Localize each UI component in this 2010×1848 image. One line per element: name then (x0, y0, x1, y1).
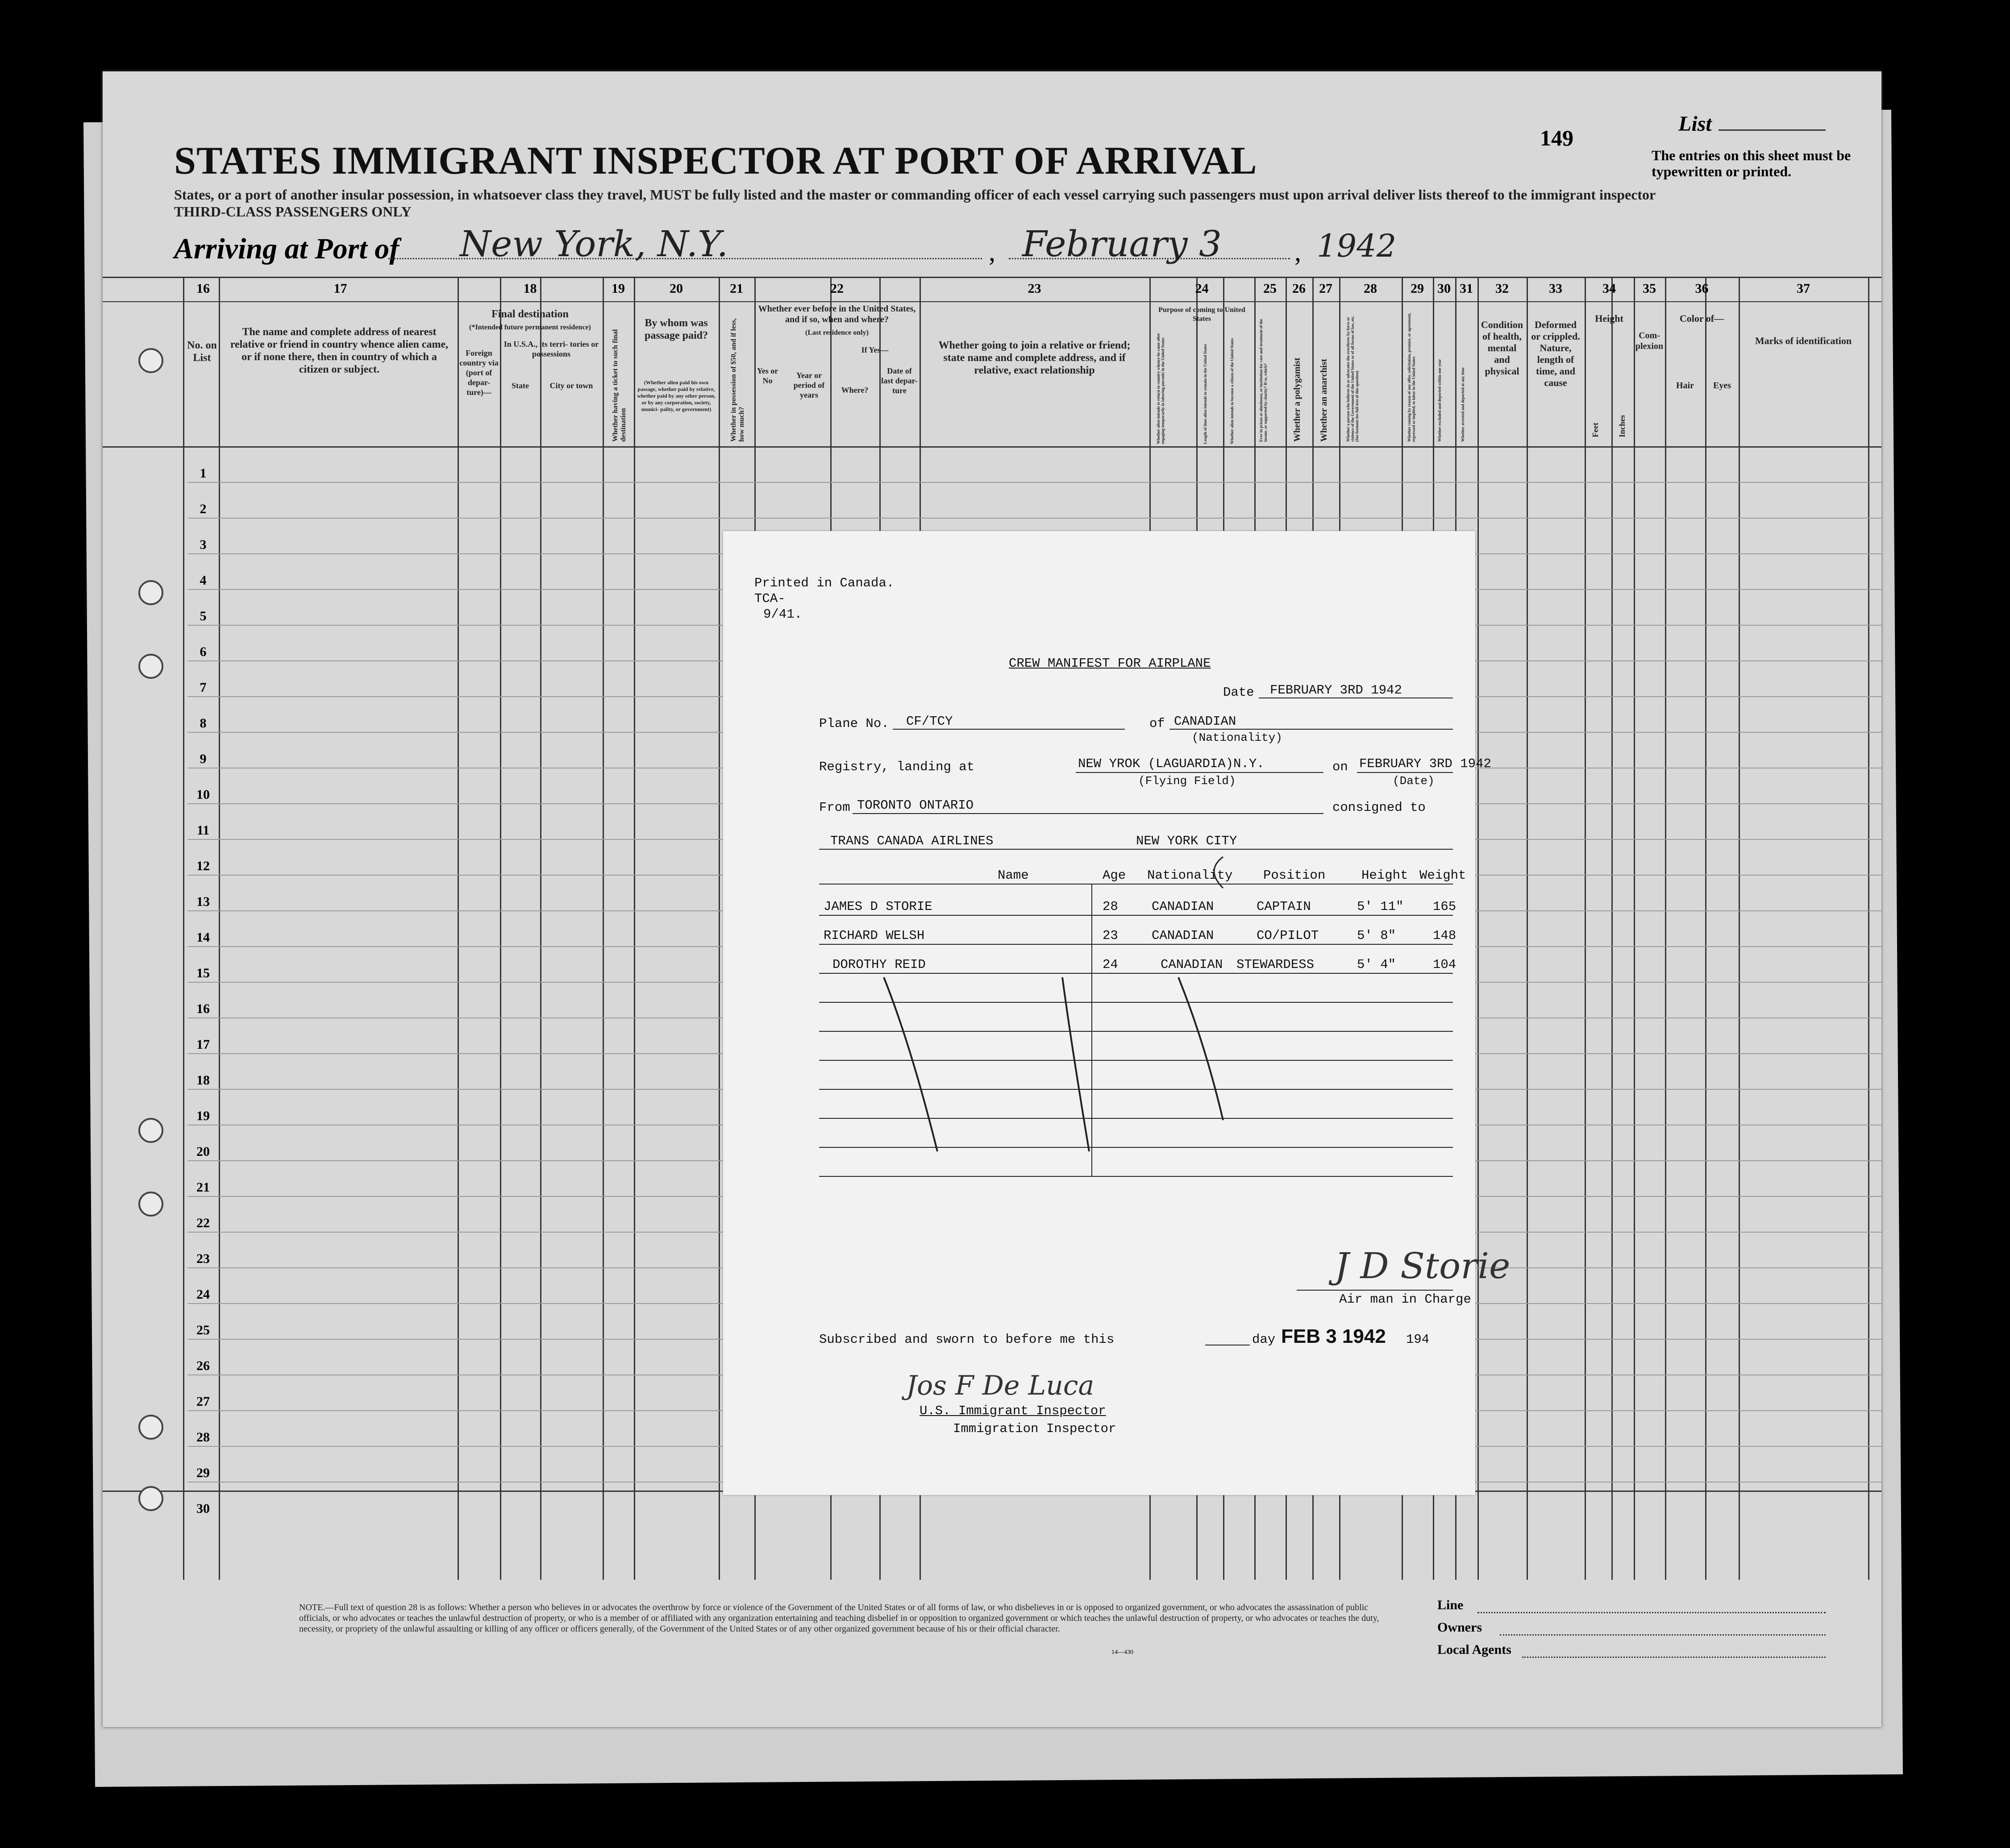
header-final-destination: Final destination (491, 308, 569, 320)
flying-field-caption: (Flying Field) (1138, 774, 1236, 788)
row-number: 19 (196, 1109, 210, 1123)
manifest-title: CREW MANIFEST FOR AIRPLANE (1009, 656, 1211, 671)
col-divider (719, 277, 720, 1580)
row-rule (187, 482, 1881, 483)
row-number: 25 (196, 1323, 210, 1337)
crew-header-position: Position (1263, 868, 1326, 883)
consignee-name: TRANS CANADA AIRLINES (830, 834, 994, 848)
day-underline (1205, 1345, 1250, 1346)
col-divider (458, 277, 459, 1580)
registry-field: NEW YROK (LAGUARDIA)N.Y. (1078, 756, 1265, 771)
column-number: 31 (1460, 281, 1473, 296)
binder-hole (138, 580, 163, 605)
row-number: 12 (196, 859, 210, 873)
header-purpose-return: Whether alien intends to return to country whence he came after engaging temporarily in laboring pursuits in the United States (1156, 333, 1165, 444)
column-number-rule (103, 301, 1881, 302)
column-number: 23 (1028, 281, 1041, 296)
crew-header-nationality: Nationality (1147, 868, 1233, 883)
crew-name: DOROTHY REID (832, 957, 926, 972)
crew-header-height: Height (1361, 868, 1408, 883)
header-ticket: Whether having a ticket to such final destination (612, 329, 627, 442)
arrival-date-value: February 3 (1022, 223, 1222, 265)
header-nearest-relative: The name and complete address of nearest relative or friend in country whence alien came, or if none there, then in country of which a citizen or subject. (230, 326, 449, 375)
port-value: New York, N.Y. (460, 223, 728, 265)
header-excluded: Whether excluded and deported within one year (1437, 359, 1442, 442)
header-hair: Hair (1676, 381, 1694, 390)
on-label: on (1332, 760, 1348, 774)
col-divider (540, 277, 541, 1580)
table-top-rule (103, 277, 1881, 278)
row-number: 22 (196, 1216, 210, 1230)
crew-header-name: Name (998, 868, 1029, 883)
subscribed-text: Subscribed and sworn to before me this (819, 1332, 1115, 1347)
crew-header-weight: Weight (1419, 868, 1466, 883)
row-number: 8 (200, 716, 207, 731)
header-no-on-list: No. on List (187, 340, 217, 364)
header-where: Where? (841, 386, 869, 395)
row-number: 18 (196, 1073, 210, 1088)
day-label: day (1252, 1332, 1276, 1347)
form-code: TCA- (754, 591, 786, 606)
page-number: 149 (1540, 125, 1573, 150)
date-stamp: FEB 3 1942 (1281, 1325, 1386, 1347)
row-number: 16 (196, 1001, 210, 1016)
arrival-year-value: 1942 (1317, 228, 1397, 264)
manifest-form-sheet (103, 71, 1881, 1727)
row-number: 4 (200, 573, 207, 588)
agents-label: Local Agents (1437, 1642, 1511, 1657)
crew-name: JAMES D STORIE (824, 899, 932, 914)
header-health: Condition of health, mental and physical (1481, 319, 1523, 377)
crew-position: CAPTAIN (1257, 899, 1311, 914)
column-number: 24 (1195, 281, 1209, 296)
footnote: NOTE.—Full text of question 28 is as follows: Whether a person who believes in or advocates the overthrow by force or violence of the Government of the United States or of all forms of law, or who disbelieves in or is opposed to organized government, or who advocates the assassination of public officials, or who advocates or teaches the unlawful destruction of property, or who is a member of or affiliated with any organization entertaining and teaching disbelief in or opposition to organized government or which teaches the unlawful destruction of property, or who advocates or teaches the duty, necessity, or propriety of the unlawful assaulting or killing of any officer or officers generally, of the Government of the United States or of any other organized government because of his or their official character. (299, 1603, 1379, 1634)
date-caption: (Date) (1393, 774, 1435, 788)
line-label: Line (1437, 1598, 1464, 1612)
column-number: 30 (1437, 281, 1451, 296)
col-divider (219, 277, 220, 1580)
column-number: 16 (196, 281, 210, 296)
col-divider (1585, 277, 1586, 1580)
form-code: 14—430 (1111, 1649, 1133, 1656)
crew-age: 23 (1103, 928, 1118, 943)
crew-weight: 165 (1433, 899, 1457, 914)
header-date-departure: Date of last depar- ture (881, 366, 918, 395)
registry-date: FEBRUARY 3RD 1942 (1359, 756, 1491, 771)
header-affiliated: Whether coming by reason of any offer, solicitation, promise, or agreement, expressed or implied, to labor in the United States (1407, 313, 1416, 442)
binder-hole (138, 1118, 163, 1143)
header-last-residence: (Last residence only) (805, 329, 869, 336)
column-number: 34 (1602, 281, 1616, 296)
header-year-period: Year or period of years (793, 371, 825, 399)
row-number: 11 (196, 823, 210, 838)
binder-hole (138, 1415, 163, 1440)
row-number: 27 (196, 1394, 210, 1409)
list-field-line (1719, 129, 1826, 131)
airman-signature: J D Storie (1335, 1245, 1511, 1287)
header-join-relative: Whether going to join a relative or friend; state name and complete address, and if relative, exact relationship (938, 340, 1131, 376)
row-number: 29 (196, 1466, 210, 1480)
col-divider (1705, 277, 1706, 1580)
airman-caption: Air man in Charge (1339, 1292, 1471, 1307)
column-number: 33 (1549, 281, 1562, 296)
column-number: 20 (670, 281, 683, 296)
consignee-city: NEW YORK CITY (1136, 834, 1237, 848)
col-divider (1868, 277, 1869, 1580)
header-foreign-country: Foreign country via (port of depar- ture)— (459, 349, 499, 397)
header-city-or-town: City or town (549, 381, 593, 390)
header-purpose-length: Length of time alien intends to remain in the United States (1203, 344, 1207, 444)
crew-nationality: CANADIAN (1152, 928, 1214, 943)
year-suffix: 194 (1406, 1332, 1430, 1347)
agents-field-line (1522, 1657, 1826, 1658)
crew-position: STEWARDESS (1236, 957, 1315, 972)
crew-manifest-card (723, 531, 1511, 1495)
col-divider (1739, 277, 1740, 1580)
printed-in-note: Printed in Canada. (754, 576, 895, 590)
date-label: Date (1223, 685, 1254, 700)
row-number: 6 (200, 644, 207, 659)
column-number: 25 (1263, 281, 1277, 296)
column-number: 28 (1364, 281, 1377, 296)
col-divider (183, 277, 184, 1580)
column-number: 18 (523, 281, 537, 296)
header-polygamist: Whether a polygamist (1292, 357, 1302, 442)
consigned-label: consigned to (1332, 800, 1426, 815)
col-divider (1527, 277, 1528, 1580)
column-number: 22 (830, 281, 844, 296)
row-number: 23 (196, 1251, 210, 1266)
inspector-signature: Jos F De Luca (906, 1370, 1094, 1401)
inspector-caption: Immigration Inspector (953, 1421, 1116, 1436)
row-number: 14 (196, 930, 210, 945)
row-number: 3 (200, 537, 207, 552)
departure-city: TORONTO ONTARIO (857, 798, 974, 813)
column-number: 17 (333, 281, 347, 296)
header-in-usa: In U.S.A., its terri- tories or possessions (504, 340, 599, 358)
crew-age: 28 (1103, 899, 1118, 914)
manifest-date: FEBRUARY 3RD 1942 (1270, 683, 1402, 698)
column-number: 36 (1695, 281, 1709, 296)
header-anarchist: Whether an anarchist (1319, 359, 1329, 442)
col-divider (1611, 277, 1613, 1580)
header-bottom-rule (103, 446, 1881, 448)
crew-height: 5' 8" (1357, 928, 1396, 943)
header-color-of: Color of— (1679, 313, 1724, 324)
separator: , (989, 237, 995, 266)
ditto-strokes (723, 531, 1475, 1495)
column-number: 19 (612, 281, 625, 296)
binder-hole (138, 654, 163, 679)
crew-height: 5' 4" (1357, 957, 1396, 972)
crew-name: RICHARD WELSH (824, 928, 925, 943)
header-eyes: Eyes (1713, 381, 1731, 390)
crew-nationality: CANADIAN (1152, 899, 1214, 914)
arriving-label: Arriving at Port of (174, 233, 400, 265)
header-marks: Marks of identification (1755, 335, 1852, 346)
class-note: THIRD-CLASS PASSENGERS ONLY (174, 203, 412, 220)
inspector-stamp: U.S. Immigrant Inspector (920, 1404, 1106, 1418)
airman-signature-line (1297, 1290, 1453, 1291)
header-purpose-citizen: Whether alien intends to become a citizen of the United States (1230, 338, 1234, 444)
col-divider (634, 277, 635, 1580)
plane-label: Plane No. (819, 716, 889, 731)
header-purpose: Purpose of coming to United States (1158, 306, 1245, 323)
header-complexion: Com- plexion (1635, 331, 1664, 351)
row-rule (187, 518, 1881, 519)
form-date: 9/41. (763, 607, 803, 622)
col-divider (603, 277, 604, 1580)
col-divider (1477, 277, 1479, 1580)
row-number: 10 (196, 787, 210, 802)
header-ever-before: Whether ever before in the United States, and if so, when and where? (758, 304, 916, 324)
row-number: 1 (200, 466, 207, 481)
header-prison: Ever in prison or almshouse, or institution for care and treatment of the insane, or supported by charity? If so, which? (1259, 319, 1268, 442)
binder-hole (138, 1486, 163, 1511)
row-number: 7 (200, 680, 207, 695)
header-if-yes: If Yes— (861, 345, 889, 354)
registry-label: Registry, landing at (819, 760, 975, 774)
binder-hole (138, 348, 163, 373)
header-state: State (512, 381, 529, 390)
header-inches: Inches (1618, 415, 1627, 437)
header-feet: Feet (1591, 423, 1600, 437)
of-label: of (1149, 716, 1165, 731)
col-divider (1634, 277, 1635, 1580)
form-title: STATES IMMIGRANT INSPECTOR AT PORT OF ARRIVAL (174, 139, 1257, 183)
header-height: Height (1595, 313, 1623, 324)
separator: , (1294, 237, 1301, 266)
column-number: 26 (1292, 281, 1306, 296)
column-number: 29 (1411, 281, 1424, 296)
row-number: 17 (196, 1037, 210, 1052)
crew-weight: 104 (1433, 957, 1457, 972)
header-passage-paid: By whom was passage paid? (644, 317, 708, 341)
crew-nationality: CANADIAN (1161, 957, 1223, 972)
crew-weight: 148 (1433, 928, 1457, 943)
row-number: 2 (200, 502, 207, 516)
owners-label: Owners (1437, 1620, 1482, 1635)
header-believes: Whether a person who believes in or advocates the overthrow by force or violence of the Government of the United States or of all forms of law, etc. (See footnote for full text of this question) (1346, 316, 1359, 442)
entries-note: The entries on this sheet must be typewritten or printed. (1652, 147, 1851, 179)
row-number: 26 (196, 1358, 210, 1373)
header-intended-residence: (*Intended future permanent residence) (469, 324, 591, 331)
list-label: List (1678, 112, 1712, 136)
binder-hole (138, 1192, 163, 1217)
row-number: 30 (196, 1501, 210, 1516)
row-number: 24 (196, 1287, 210, 1302)
from-label: From (819, 800, 850, 815)
col-divider (1665, 277, 1666, 1580)
header-deported: Whether arrested and deported at any time (1461, 367, 1465, 442)
row-number: 13 (196, 894, 210, 909)
nationality-caption: (Nationality) (1192, 731, 1282, 744)
form-subtitle: States, or a port of another insular possession, in whatsoever class they travel, MUST be fully listed and the master or commanding officer of each vessel carrying such passengers must upon arrival deliver lists thereof to the immigrant inspector (174, 187, 1656, 203)
row-number: 9 (200, 752, 207, 766)
header-fifty-dollars: Whether in possession of $50, and if less, how much? (730, 318, 745, 442)
line-field-line (1477, 1612, 1826, 1613)
plane-nationality: CANADIAN (1174, 714, 1236, 729)
column-number: 27 (1319, 281, 1332, 296)
column-number: 35 (1643, 281, 1656, 296)
column-number: 37 (1797, 281, 1810, 296)
crew-position: CO/PILOT (1257, 928, 1319, 943)
header-passage-note: (Whether alien paid his own passage, whether paid by relative, whether paid by any other person, or by any corporation, society, munici- pality, or government) (637, 379, 716, 412)
crew-age: 24 (1103, 957, 1118, 972)
row-number: 15 (196, 966, 210, 980)
col-divider (500, 277, 501, 1580)
crew-height: 5' 11" (1357, 899, 1404, 914)
row-number: 20 (196, 1144, 210, 1159)
crew-header-age: Age (1103, 868, 1126, 883)
header-deformed: Deformed or crippled. Nature, length of time, and cause (1531, 319, 1580, 388)
column-number: 21 (730, 281, 743, 296)
row-number: 5 (200, 609, 207, 623)
row-number: 21 (196, 1180, 210, 1195)
owners-field-line (1500, 1634, 1826, 1636)
header-yes-or-no: Yes or No (757, 366, 778, 385)
plane-number: CF/TCY (906, 714, 953, 729)
column-number: 32 (1495, 281, 1509, 296)
row-number: 28 (196, 1430, 210, 1445)
